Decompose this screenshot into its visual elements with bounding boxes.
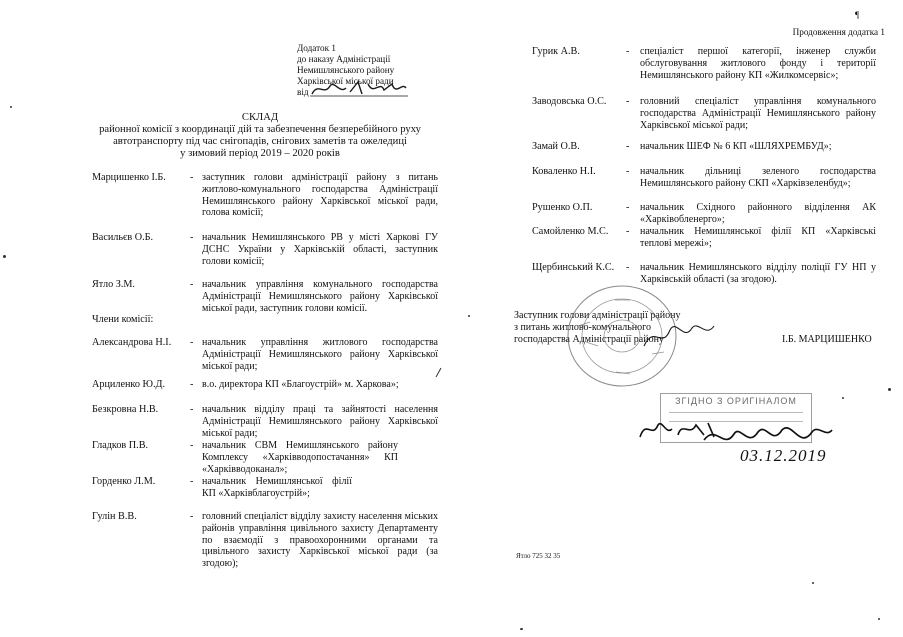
scan-mark	[436, 368, 442, 378]
member-name: Замай О.В.	[532, 141, 580, 152]
member-desc: начальник ШЕФ № 6 КП «ШЛЯХРЕМБУД»;	[640, 141, 832, 152]
member-desc: начальник Східного районного відділення АК «Харківобленерго»;	[640, 202, 876, 225]
dash: -	[626, 46, 630, 57]
annex-line-5: від	[297, 87, 309, 97]
members-label: Члени комісії:	[92, 314, 154, 325]
dash: -	[190, 511, 194, 522]
stamp-title: ЗГІДНО З ОРИГІНАЛОМ	[675, 396, 797, 406]
annex-line-2: до наказу Адміністрації	[297, 54, 391, 64]
doc-title-line-2: автотранспорту під час снігопадів, снігових заметів та ожеледиці	[113, 136, 407, 147]
member-desc: начальник Немишлянського РВ у місті Харкові ГУ ДСНС України у Харківській області, заступник голови комісії;	[202, 232, 438, 267]
dash: -	[626, 262, 630, 273]
member-desc: головний спеціаліст відділу захисту населення міських районів управління цивільного захисту Департаменту по взаємодії з правоохоронними органами та цивільного захисту Харківської міської ради (за згодою);	[202, 511, 438, 570]
page-mark: ¶	[855, 10, 860, 20]
doc-title-line-3: у зимовий період 2019 – 2020 років	[180, 148, 340, 159]
member-desc: заступник голови адміністрації району з питань житлово-комунального господарства Адміністрації Немишлянського району Харківської міської ради, голова комісії;	[202, 172, 438, 219]
member-name: Горденко Л.М.	[92, 476, 156, 487]
member-desc: спеціаліст першої категорії, інженер служби обслуговування житлового фонду і території Немишлянського району КП «Жилкомсервіс»;	[640, 46, 876, 81]
annex-line-3: Немишлянського району	[297, 65, 395, 75]
member-name: Рушенко О.П.	[532, 202, 593, 213]
executor-note: Ятло 725 32 35	[516, 552, 561, 560]
member-desc: начальник управління комунального господарства Адміністрації Немишлянського району Харківської міської ради, заступник голови комісії.	[202, 279, 438, 314]
signature-line-2: з питань житлово-комунального	[514, 322, 651, 333]
member-name: Самойленко М.С.	[532, 226, 609, 237]
member-name: Арциленко Ю.Д.	[92, 379, 165, 390]
scan-speck	[812, 582, 814, 584]
dash: -	[190, 379, 194, 390]
annex-line-4: Харківської міської ради	[297, 76, 394, 86]
dash: -	[626, 166, 630, 177]
member-desc: в.о. директора КП «Благоустрій» м. Харкова»;	[202, 379, 399, 390]
member-desc: начальник Немишлянської філії КП «Харківські теплові мережі»;	[640, 226, 876, 249]
scan-speck	[3, 255, 6, 258]
dash: -	[626, 226, 630, 237]
member-name: Заводовська О.С.	[532, 96, 607, 107]
scan-speck	[468, 315, 470, 317]
dash: -	[190, 476, 194, 487]
member-name: Александрова Н.І.	[92, 337, 172, 348]
member-name: Безкровна Н.В.	[92, 404, 159, 415]
signature-line-3: господарства Адміністрації району	[514, 334, 664, 345]
continuation-note: Продовження додатка 1	[792, 27, 885, 37]
member-desc: начальник відділу праці та зайнятості населення Адміністрації Немишлянського району Харківської міської ради;	[202, 404, 438, 439]
member-name: Васильєв О.Б.	[92, 232, 154, 243]
member-name: Ятло З.М.	[92, 279, 135, 290]
member-desc: начальник дільниці зеленого господарства Немишлянського району СКП «Харківзеленбуд»;	[640, 166, 876, 189]
stamp-date: 03.12.2019	[740, 446, 827, 465]
scan-speck	[878, 618, 880, 620]
dash: -	[190, 172, 194, 183]
dash: -	[190, 337, 194, 348]
member-name: Гладков П.В.	[92, 440, 149, 451]
member-desc: головний спеціаліст управління комунального господарства Адміністрації Немишлянського району Харківської міської ради;	[640, 96, 876, 131]
dash: -	[190, 232, 194, 243]
signatory-name: І.Б. МАРЦИШЕНКО	[782, 334, 872, 345]
member-name: Коваленко Н.І.	[532, 166, 596, 177]
doc-title-line-1: районної комісії з координації дій та забезпечення безперебійного руху	[99, 124, 421, 135]
member-name: Гулін В.В.	[92, 511, 137, 522]
dash: -	[626, 202, 630, 213]
signature-scribble-icon	[640, 316, 720, 352]
member-desc: начальник СВМ Немишлянського району Комплексу «Харківводопостачання» КП «Харківводоканал»;	[202, 440, 398, 475]
dash: -	[190, 279, 194, 290]
signature-line-1: Заступник голови адміністрації району	[514, 310, 681, 321]
member-desc: начальник Немишлянської філії КП «Харківблагоустрій»;	[202, 476, 352, 499]
dash: -	[626, 96, 630, 107]
dash: -	[626, 141, 630, 152]
member-name: Марцишенко І.Б.	[92, 172, 166, 183]
annex-line-1: Додаток 1	[297, 43, 336, 53]
doc-heading: СКЛАД	[241, 112, 279, 123]
dash: -	[190, 440, 194, 451]
member-name: Щербинський К.С.	[532, 262, 615, 273]
member-desc: начальник управління житлового господарства Адміністрації Немишлянського району Харківської міської ради;	[202, 337, 438, 372]
handwritten-date-signature	[310, 78, 410, 98]
member-name: Гурик А.В.	[532, 46, 580, 57]
scan-speck	[842, 397, 844, 399]
scan-speck	[10, 106, 12, 108]
member-desc: начальник Немишлянського відділу поліції ГУ НП у Харківській області (за згодою).	[640, 262, 876, 285]
dash: -	[190, 404, 194, 415]
scan-speck	[520, 628, 523, 630]
scan-speck	[888, 388, 891, 391]
